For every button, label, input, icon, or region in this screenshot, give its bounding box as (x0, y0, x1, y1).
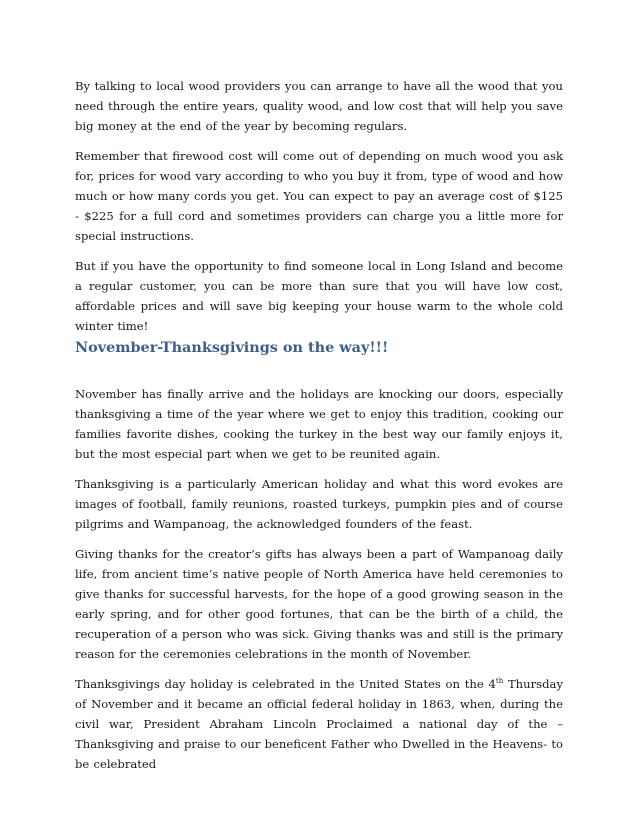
paragraph-text-start: Thanksgivings day holiday is celebrated in the United States on the 4 (75, 677, 496, 691)
section-paragraph-2: Thanksgiving is a particularly American holiday and what this word evokes are images of football, family reunions, roasted turkeys, pumpkin pies and of course pilgrims and Wampanoag, the acknowledged founders of the feast. (75, 477, 563, 531)
intro-paragraph-3: But if you have the opportunity to find someone local in Long Island and become a regular customer, you can be more than sure that you will have low cost, affordable prices and will save big keeping your house warm to the whole cold winter time! (75, 259, 563, 333)
intro-paragraph-2: Remember that firewood cost will come out of depending on much wood you ask for, prices for wood vary according to who you buy it from, type of wood and how much or how many cords you get. You can expect to pay an average cost of $125 - $225 for a full cord and sometimes providers can charge you a little more for special instructions. (75, 149, 563, 243)
paragraph-text-end: Thursday of November and it became an official federal holiday in 1863, when, during the civil war, President Abraham Lincoln Proclaimed a national day of the – Thanksgiving and praise to our beneficent Father who Dwelled in the Heavens- to be celebrated (75, 677, 563, 771)
intro-section (75, 76, 563, 333)
section-paragraph-1: November has finally arrive and the holidays are knocking our doors, especially thanksgiving a time of the year where we get to enjoy this tradition, cooking our families favorite dishes, cooking the turkey in the best way our family enjoys it, but the most especial part when we get to be reunited again. (75, 387, 563, 461)
section-paragraph-4 (75, 674, 563, 774)
ordinal-superscript: th (495, 677, 504, 686)
document-page (75, 76, 563, 784)
intro-paragraph-1: By talking to local wood providers you can arrange to have all the wood that you need through the entire years, quality wood, and low cost that will help you save big money at the end of the year by becoming regulars. (75, 79, 563, 133)
section-heading: November-Thanksgivings on the way!!! (75, 339, 389, 356)
section-paragraph-3: Giving thanks for the creator’s gifts has always been a part of Wampanoag daily life, from ancient time’s native people of North America have held ceremonies to give thanks for successful harvests, for the hope of a good growing season in the early spring, and for other good fortunes, that can be the birth of a child, the recuperation of a person who was sick. Giving thanks was and still is the primary reason for the ceremonies celebrations in the month of November. (75, 547, 563, 661)
